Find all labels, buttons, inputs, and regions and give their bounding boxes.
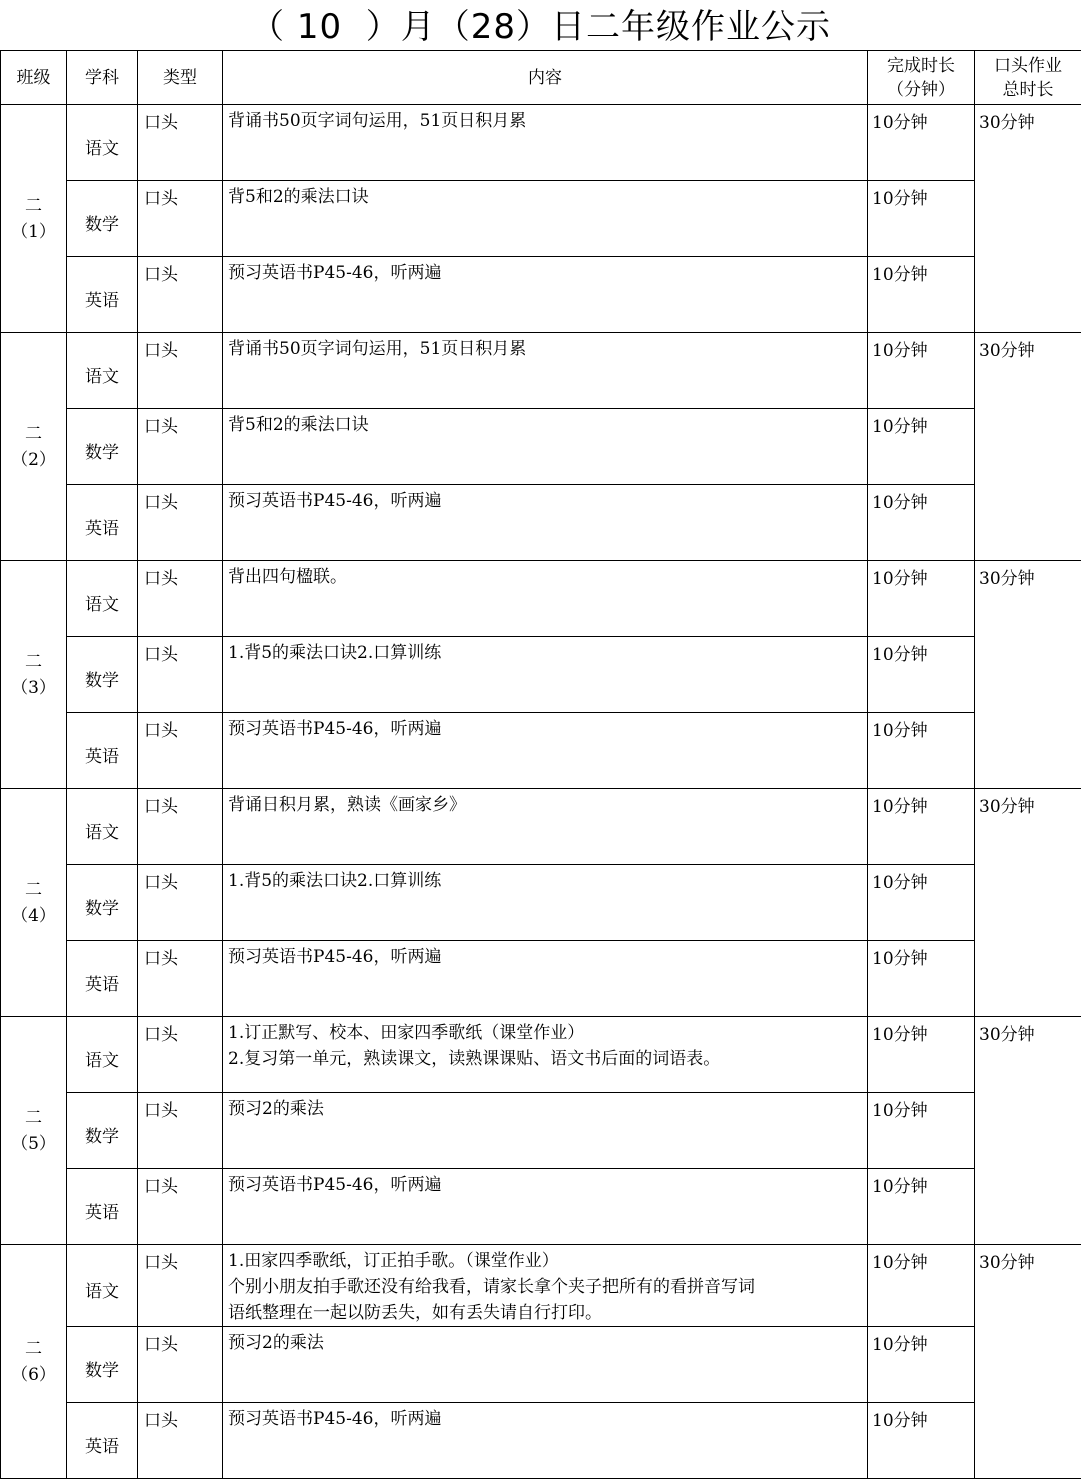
content-line: 语纸整理在一起以防丢失，如有丢失请自行打印。: [228, 1300, 867, 1326]
time-cell: 10分钟: [868, 941, 975, 1017]
content-line: 预习英语书P45-46，听两遍: [228, 488, 867, 514]
class-grade: 二: [1, 877, 66, 903]
table-row: [1, 1093, 1081, 1169]
content-cell: [223, 181, 868, 257]
content-cell: [223, 941, 868, 1017]
subject-cell: 英语: [67, 485, 138, 561]
subject-cell: 语文: [67, 333, 138, 409]
time-cell: 10分钟: [868, 1093, 975, 1169]
content-line: 预习2的乘法: [228, 1096, 867, 1122]
type-cell: 口头: [138, 257, 223, 333]
type-cell: 口头: [138, 713, 223, 789]
subject-cell: 语文: [67, 789, 138, 865]
content-cell: [223, 865, 868, 941]
table-row: [1, 1245, 1081, 1327]
homework-table: [0, 50, 1081, 1479]
header-class: 班级: [1, 51, 67, 105]
content-cell: [223, 485, 868, 561]
type-cell: 口头: [138, 561, 223, 637]
time-cell: 10分钟: [868, 257, 975, 333]
subject-cell: 数学: [67, 865, 138, 941]
type-cell: 口头: [138, 409, 223, 485]
class-grade: 二: [1, 193, 66, 219]
type-cell: 口头: [138, 1327, 223, 1403]
table-row: [1, 105, 1081, 181]
content-cell: [223, 1017, 868, 1093]
content-line: 背诵日积月累，熟读《画家乡》: [228, 792, 867, 818]
class-cell: [1, 789, 67, 1017]
type-cell: 口头: [138, 789, 223, 865]
content-line: 背诵书50页字词句运用，51页日积月累: [228, 336, 867, 362]
header-total-line2: 总时长: [975, 78, 1081, 102]
header-time-line1: 完成时长: [868, 54, 974, 78]
time-cell: 10分钟: [868, 409, 975, 485]
header-time-line2: （分钟）: [868, 78, 974, 102]
content-line: 个别小朋友拍手歌还没有给我看，请家长拿个夹子把所有的看拼音写词: [228, 1274, 867, 1300]
class-cell: [1, 561, 67, 789]
class-cell: [1, 1245, 67, 1479]
content-line: 预习英语书P45-46，听两遍: [228, 716, 867, 742]
time-cell: 10分钟: [868, 1017, 975, 1093]
subject-cell: 英语: [67, 257, 138, 333]
subject-cell: 数学: [67, 409, 138, 485]
subject-cell: 英语: [67, 1403, 138, 1479]
table-row: [1, 485, 1081, 561]
table-row: [1, 333, 1081, 409]
time-cell: 10分钟: [868, 105, 975, 181]
table-row: [1, 257, 1081, 333]
content-cell: [223, 561, 868, 637]
total-time-cell: 30分钟: [975, 1017, 1081, 1245]
class-grade: 二: [1, 421, 66, 447]
class-cell: [1, 1017, 67, 1245]
content-line: 预习英语书P45-46，听两遍: [228, 260, 867, 286]
content-line: 预习英语书P45-46，听两遍: [228, 1172, 867, 1198]
page-title: （ 10 ）月（28）日二年级作业公示: [0, 0, 1081, 50]
total-time-cell: 30分钟: [975, 561, 1081, 789]
content-cell: [223, 713, 868, 789]
content-cell: [223, 637, 868, 713]
subject-cell: 数学: [67, 181, 138, 257]
table-row: [1, 1169, 1081, 1245]
time-cell: 10分钟: [868, 1245, 975, 1327]
type-cell: 口头: [138, 1093, 223, 1169]
class-cell: [1, 333, 67, 561]
subject-cell: 语文: [67, 561, 138, 637]
class-number: （4）: [1, 903, 66, 929]
subject-cell: 语文: [67, 1017, 138, 1093]
content-cell: [223, 257, 868, 333]
content-cell: [223, 409, 868, 485]
class-number: （2）: [1, 447, 66, 473]
content-cell: [223, 1327, 868, 1403]
time-cell: 10分钟: [868, 181, 975, 257]
type-cell: 口头: [138, 1245, 223, 1327]
content-cell: [223, 789, 868, 865]
subject-cell: 英语: [67, 1169, 138, 1245]
header-total: [975, 51, 1081, 105]
table-row: [1, 1017, 1081, 1093]
content-line: 预习英语书P45-46，听两遍: [228, 1406, 867, 1432]
content-line: 1.田家四季歌纸，订正拍手歌。（课堂作业）: [228, 1248, 867, 1274]
table-row: [1, 637, 1081, 713]
type-cell: 口头: [138, 865, 223, 941]
table-row: [1, 941, 1081, 1017]
subject-cell: 数学: [67, 1093, 138, 1169]
time-cell: 10分钟: [868, 1327, 975, 1403]
content-line: 2.复习第一单元，熟读课文，读熟课课贴、语文书后面的词语表。: [228, 1046, 867, 1072]
content-line: 1.订正默写、校本、田家四季歌纸（课堂作业）: [228, 1020, 867, 1046]
content-line: 背出四句楹联。: [228, 564, 867, 590]
type-cell: 口头: [138, 1403, 223, 1479]
table-row: [1, 561, 1081, 637]
header-row: [1, 51, 1081, 105]
table-row: [1, 789, 1081, 865]
time-cell: 10分钟: [868, 561, 975, 637]
header-type: 类型: [138, 51, 223, 105]
content-cell: [223, 1093, 868, 1169]
table-row: [1, 409, 1081, 485]
class-cell: [1, 105, 67, 333]
class-number: （1）: [1, 219, 66, 245]
time-cell: 10分钟: [868, 789, 975, 865]
content-cell: [223, 1169, 868, 1245]
content-cell: [223, 1403, 868, 1479]
class-grade: 二: [1, 1336, 66, 1362]
content-line: 背5和2的乘法口诀: [228, 412, 867, 438]
subject-cell: 数学: [67, 1327, 138, 1403]
subject-cell: 英语: [67, 941, 138, 1017]
content-line: 背5和2的乘法口诀: [228, 184, 867, 210]
total-time-cell: 30分钟: [975, 789, 1081, 1017]
header-total-line1: 口头作业: [975, 54, 1081, 78]
table-row: [1, 1403, 1081, 1479]
subject-cell: 英语: [67, 713, 138, 789]
type-cell: 口头: [138, 181, 223, 257]
class-number: （6）: [1, 1362, 66, 1388]
content-cell: [223, 333, 868, 409]
class-grade: 二: [1, 1105, 66, 1131]
time-cell: 10分钟: [868, 713, 975, 789]
content-line: 预习英语书P45-46，听两遍: [228, 944, 867, 970]
class-number: （3）: [1, 675, 66, 701]
time-cell: 10分钟: [868, 333, 975, 409]
total-time-cell: 30分钟: [975, 105, 1081, 333]
header-time: [868, 51, 975, 105]
class-grade: 二: [1, 649, 66, 675]
table-row: [1, 181, 1081, 257]
content-cell: [223, 105, 868, 181]
content-line: 1.背5的乘法口诀2.口算训练: [228, 640, 867, 666]
content-line: 1.背5的乘法口诀2.口算训练: [228, 868, 867, 894]
total-time-cell: 30分钟: [975, 1245, 1081, 1479]
time-cell: 10分钟: [868, 865, 975, 941]
content-line: 预习2的乘法: [228, 1330, 867, 1356]
subject-cell: 语文: [67, 1245, 138, 1327]
total-time-cell: 30分钟: [975, 333, 1081, 561]
table-row: [1, 865, 1081, 941]
type-cell: 口头: [138, 333, 223, 409]
type-cell: 口头: [138, 941, 223, 1017]
type-cell: 口头: [138, 1017, 223, 1093]
time-cell: 10分钟: [868, 1403, 975, 1479]
time-cell: 10分钟: [868, 637, 975, 713]
time-cell: 10分钟: [868, 1169, 975, 1245]
type-cell: 口头: [138, 637, 223, 713]
table-row: [1, 1327, 1081, 1403]
class-number: （5）: [1, 1131, 66, 1157]
content-line: 背诵书50页字词句运用，51页日积月累: [228, 108, 867, 134]
type-cell: 口头: [138, 1169, 223, 1245]
header-content: 内容: [223, 51, 868, 105]
type-cell: 口头: [138, 485, 223, 561]
subject-cell: 语文: [67, 105, 138, 181]
subject-cell: 数学: [67, 637, 138, 713]
table-row: [1, 713, 1081, 789]
type-cell: 口头: [138, 105, 223, 181]
table-body: [1, 105, 1081, 1479]
content-cell: [223, 1245, 868, 1327]
time-cell: 10分钟: [868, 485, 975, 561]
header-subject: 学科: [67, 51, 138, 105]
